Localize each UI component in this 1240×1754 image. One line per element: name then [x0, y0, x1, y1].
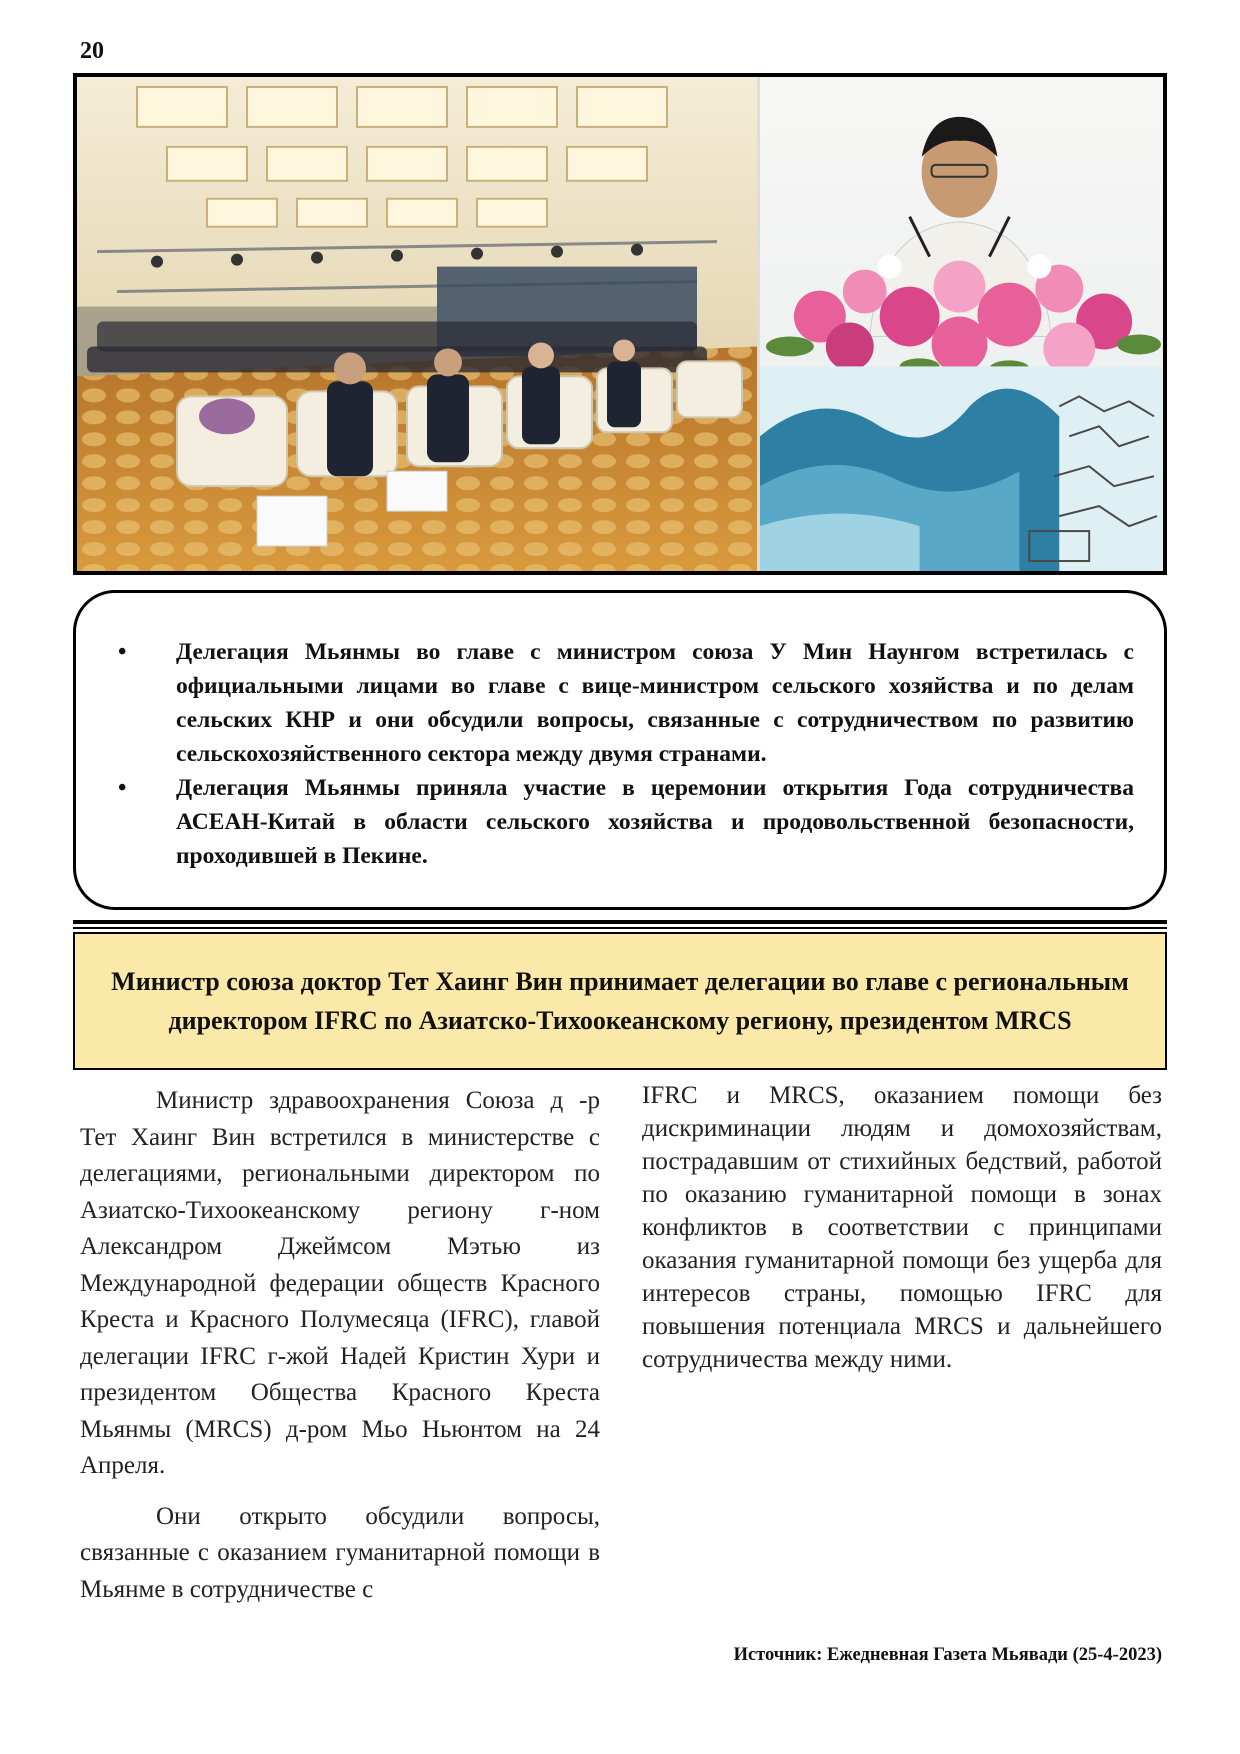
- headline-box: [73, 932, 1167, 1070]
- speaker-illustration: [760, 77, 1163, 571]
- summary-list: [106, 635, 1134, 873]
- article-paragraph: Министр здравоохранения Союза д -р Тет Хаинг Вин встретился в министерстве с делегациями, региональными директором по Азиатско-Тихоокеанскому региону г-ном Александром Джеймсом Мэтью из Международной федерации обществ Красного Креста и Красного Полумесяца (IFRC), главой делегации IFRC г-жой Надей Кристин Хури и президентом Общества Красного Креста Мьянмы (MRCS) д-ром Мьо Ньюнтом на 24 Апреля.: [80, 1087, 600, 1479]
- article-paragraph: Они открыто обсудили вопросы, связанные с оказанием гуманитарной помощи в Мьянме в сотрудничестве с: [80, 1502, 600, 1603]
- speaker-at-podium-photo: [760, 77, 1163, 571]
- summary-box: [73, 590, 1167, 910]
- page-number: 20: [80, 38, 104, 64]
- photo-strip: [73, 73, 1167, 575]
- summary-item: • Делегация Мьянмы во главе с министром союза У Мин Наунгом встретилась с официальными лицами во главе с вице-министром сельского хозяйства и по делам сельских КНР и они обсудили вопросы, связанные с сотрудничеством по развитию сельскохозяйственного сектора между двумя странами.: [106, 635, 1134, 771]
- summary-item: • Делегация Мьянмы приняла участие в церемонии открытия Года сотрудничества АСЕАН-Китай в области сельского хозяйства и продовольственной безопасности, проходившей в Пекине.: [106, 771, 1134, 873]
- article-paragraph: IFRC и MRCS, оказанием помощи без дискриминации людям и домохозяйствам, пострадавшим от стихийных бедствий, работой по оказанию гуманитарной помощи в зонах конфликтов в соответствии с принципами оказания гуманитарной помощи без ущерба для интересов страны, помощью IFRC для повышения потенциала MRCS и дальнейшего сотрудничества между ними.: [642, 1082, 1162, 1373]
- source-credit: Источник: Ежедневная Газета Мьявади (25-4-2023): [733, 1645, 1162, 1665]
- article-headline: Министр союза доктор Тет Хаинг Вин принимает делегации во главе с региональным директором IFRC по Азиатско-Тихоокеанскому региону, президентом MRCS: [111, 967, 1129, 1035]
- article-column-left: [80, 1083, 600, 1608]
- conference-hall-illustration: [77, 77, 757, 571]
- divider-rule-thin: [73, 927, 1167, 929]
- article-column-right: [642, 1079, 1162, 1376]
- conference-hall-photo: [77, 77, 760, 571]
- divider-rule: [73, 920, 1167, 924]
